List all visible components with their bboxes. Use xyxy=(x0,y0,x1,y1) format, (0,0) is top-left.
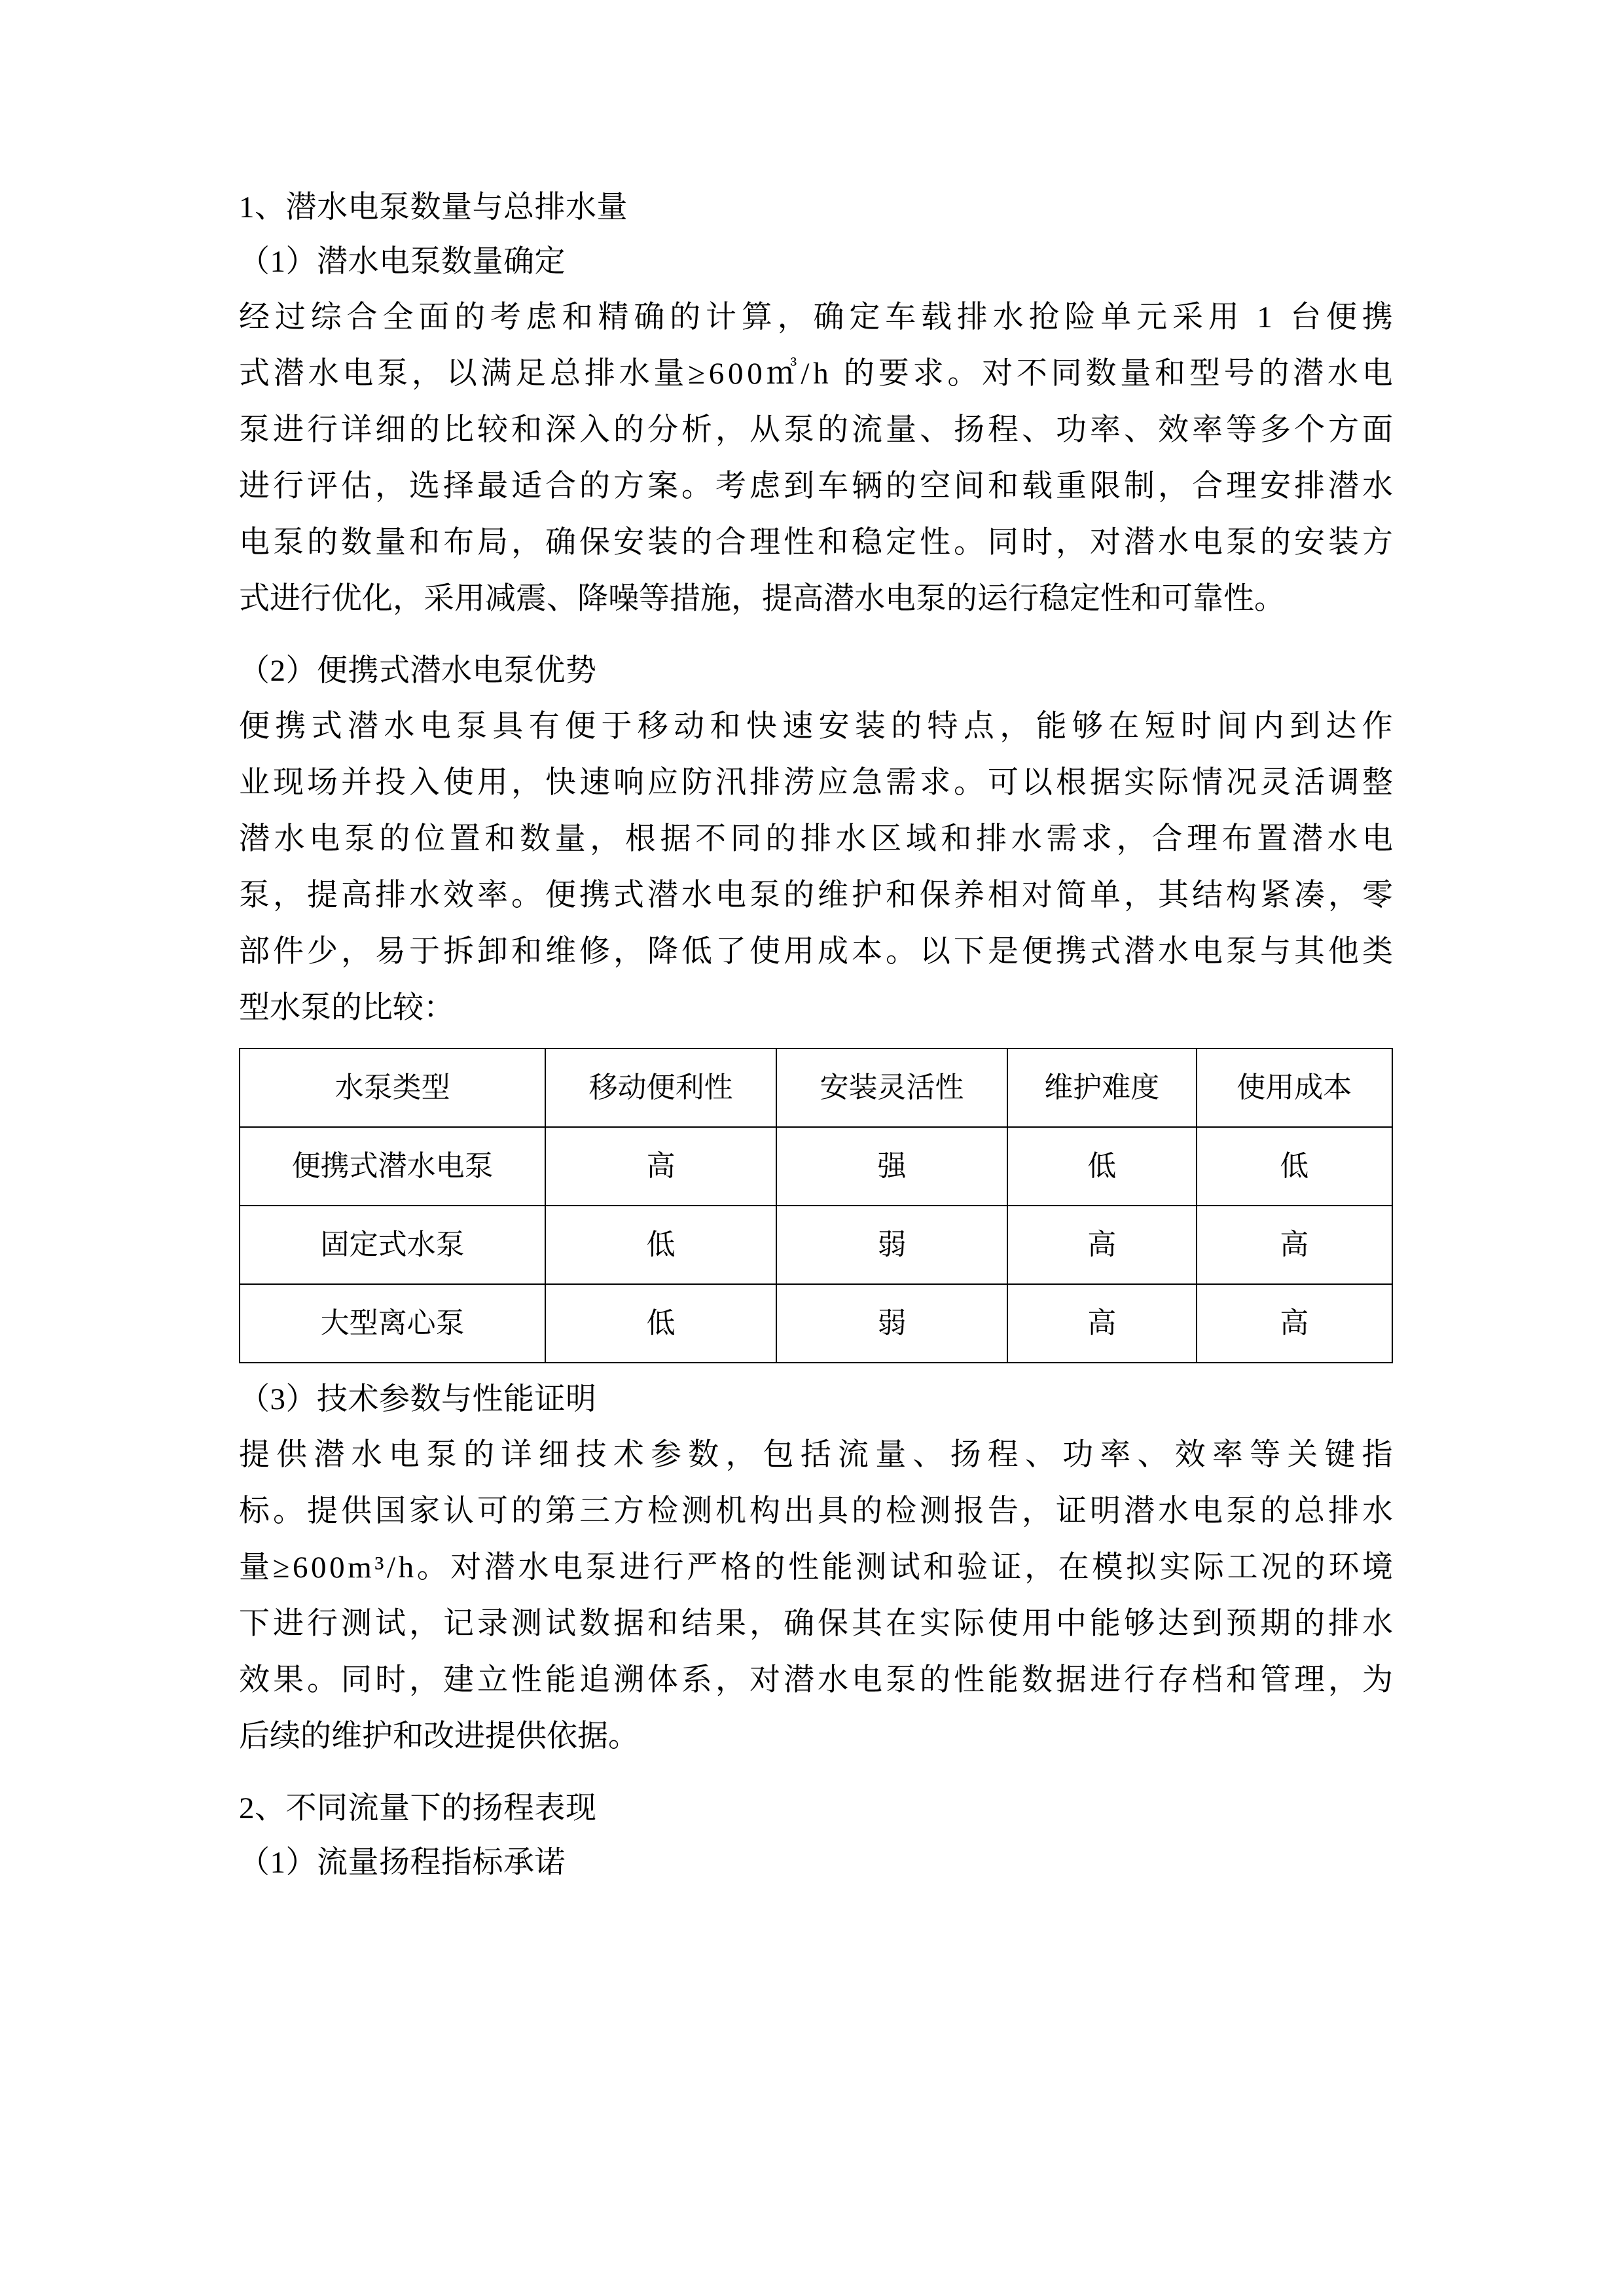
table-cell: 高 xyxy=(1007,1206,1197,1284)
paragraph-line: 提 供 潜 水 电 泵 的 详 细 技 术 参 数 ， 包 括 流 量 、 扬 程 、 功 率 、 效 率 等 关 键 指 xyxy=(239,1438,1393,1472)
paragraph-line: 经 过 综 合 全 面 的 考 虑 和 精 确 的 计 算 ， 确 定 车 载 排 水 抢 险 单 元 采 用 1 台 便 携 xyxy=(239,300,1393,334)
paragraph-1-3 xyxy=(239,1427,1393,1765)
table-cell: 便携式潜水电泵 xyxy=(240,1127,545,1206)
paragraph-line: 电 泵 的 数 量 和 布 局 ， 确 保 安 装 的 合 理 性 和 稳 定 性 。 同 时 ， 对 潜 水 电 泵 的 安 装 方 xyxy=(239,526,1393,560)
section-heading-2: 2、不同流量下的扬程表现 xyxy=(239,1791,597,1825)
table-cell: 低 xyxy=(545,1206,776,1284)
subsection-heading-1-2: （2）便携式潜水电泵优势 xyxy=(239,654,597,688)
section-heading-1: 1、潜水电泵数量与总排水量 xyxy=(239,190,628,224)
paragraph-line: 泵 进 行 详 细 的 比 较 和 深 入 的 分 析 ， 从 泵 的 流 量 、 扬 程 、 功 率 、 效 率 等 多 个 方 面 xyxy=(239,413,1393,447)
table-row xyxy=(240,1127,1392,1206)
table-header-cell: 使用成本 xyxy=(1197,1049,1392,1127)
paragraph-line: 部 件 少 ， 易 于 拆 卸 和 维 修 ， 降 低 了 使 用 成 本 。 以 下 是 便 携 式 潜 水 电 泵 与 其 他 类 xyxy=(239,935,1393,969)
table-cell: 高 xyxy=(1007,1284,1197,1363)
paragraph-1-2 xyxy=(239,698,1393,1036)
table-cell: 弱 xyxy=(776,1206,1007,1284)
table-cell: 低 xyxy=(545,1284,776,1363)
table-cell: 强 xyxy=(776,1127,1007,1206)
paragraph-line: 便 携 式 潜 水 电 泵 具 有 便 于 移 动 和 快 速 安 装 的 特 点 ， 能 够 在 短 时 间 内 到 达 作 xyxy=(239,709,1393,744)
paragraph-line: 泵 ， 提 高 排 水 效 率 。 便 携 式 潜 水 电 泵 的 维 护 和 保 养 相 对 简 单 ， 其 结 构 紧 凑 ， 零 xyxy=(239,878,1393,912)
subsection-heading-1-3: （3）技术参数与性能证明 xyxy=(239,1382,597,1416)
table-cell: 弱 xyxy=(776,1284,1007,1363)
paragraph-line: 式进行优化，采用减震、降噪等措施，提高潜水电泵的运行稳定性和可靠性。 xyxy=(239,582,1285,616)
paragraph-line: 后续的维护和改进提供依据。 xyxy=(239,1719,639,1753)
table-header-cell: 移动便利性 xyxy=(545,1049,776,1127)
paragraph-line: 进 行 评 估 ， 选 择 最 适 合 的 方 案 。 考 虑 到 车 辆 的 空 间 和 载 重 限 制 ， 合 理 安 排 潜 水 xyxy=(239,469,1393,503)
paragraph-line: 式 潜 水 电 泵 ， 以 满 足 总 排 水 量 ≥ 6 0 0 ㎥ / h 的 要 求 。 对 不 同 数 量 和 型 号 的 潜 水 电 xyxy=(239,357,1393,391)
table-row xyxy=(240,1206,1392,1284)
table-header-cell: 安装灵活性 xyxy=(776,1049,1007,1127)
paragraph-line: 业 现 场 并 投 入 使 用 ， 快 速 响 应 防 汛 排 涝 应 急 需 求 。 可 以 根 据 实 际 情 况 灵 活 调 整 xyxy=(239,766,1393,800)
table-row xyxy=(240,1284,1392,1363)
pump-comparison-table xyxy=(239,1048,1393,1363)
subsection-heading-1-1: （1）潜水电泵数量确定 xyxy=(239,245,566,279)
table-header-row xyxy=(240,1049,1392,1127)
paragraph-line: 效 果 。 同 时 ， 建 立 性 能 追 溯 体 系 ， 对 潜 水 电 泵 的 性 能 数 据 进 行 存 档 和 管 理 ， 为 xyxy=(239,1663,1393,1697)
paragraph-line: 潜 水 电 泵 的 位 置 和 数 量 ， 根 据 不 同 的 排 水 区 域 和 排 水 需 求 ， 合 理 布 置 潜 水 电 xyxy=(239,822,1393,856)
page-content xyxy=(239,181,1393,1890)
paragraph-1-1 xyxy=(239,289,1393,627)
paragraph-line: 标 。 提 供 国 家 认 可 的 第 三 方 检 测 机 构 出 具 的 检 测 报 告 ， 证 明 潜 水 电 泵 的 总 排 水 xyxy=(239,1494,1393,1528)
table-cell: 高 xyxy=(1197,1284,1392,1363)
table-header-cell: 水泵类型 xyxy=(240,1049,545,1127)
table-cell: 大型离心泵 xyxy=(240,1284,545,1363)
table-header-cell: 维护难度 xyxy=(1007,1049,1197,1127)
table-cell: 高 xyxy=(1197,1206,1392,1284)
subsection-heading-2-1: （1）流量扬程指标承诺 xyxy=(239,1846,566,1880)
paragraph-line: 下 进 行 测 试 ， 记 录 测 试 数 据 和 结 果 ， 确 保 其 在 实 际 使 用 中 能 够 达 到 预 期 的 排 水 xyxy=(239,1607,1393,1641)
table-cell: 高 xyxy=(545,1127,776,1206)
table-cell: 固定式水泵 xyxy=(240,1206,545,1284)
table-cell: 低 xyxy=(1197,1127,1392,1206)
paragraph-line: 型水泵的比较： xyxy=(239,991,454,1025)
paragraph-line: 量 ≥ 6 0 0 m ³ / h 。 对 潜 水 电 泵 进 行 严 格 的 性 能 测 试 和 验 证 ， 在 模 拟 实 际 工 况 的 环 境 xyxy=(239,1551,1393,1585)
table-cell: 低 xyxy=(1007,1127,1197,1206)
